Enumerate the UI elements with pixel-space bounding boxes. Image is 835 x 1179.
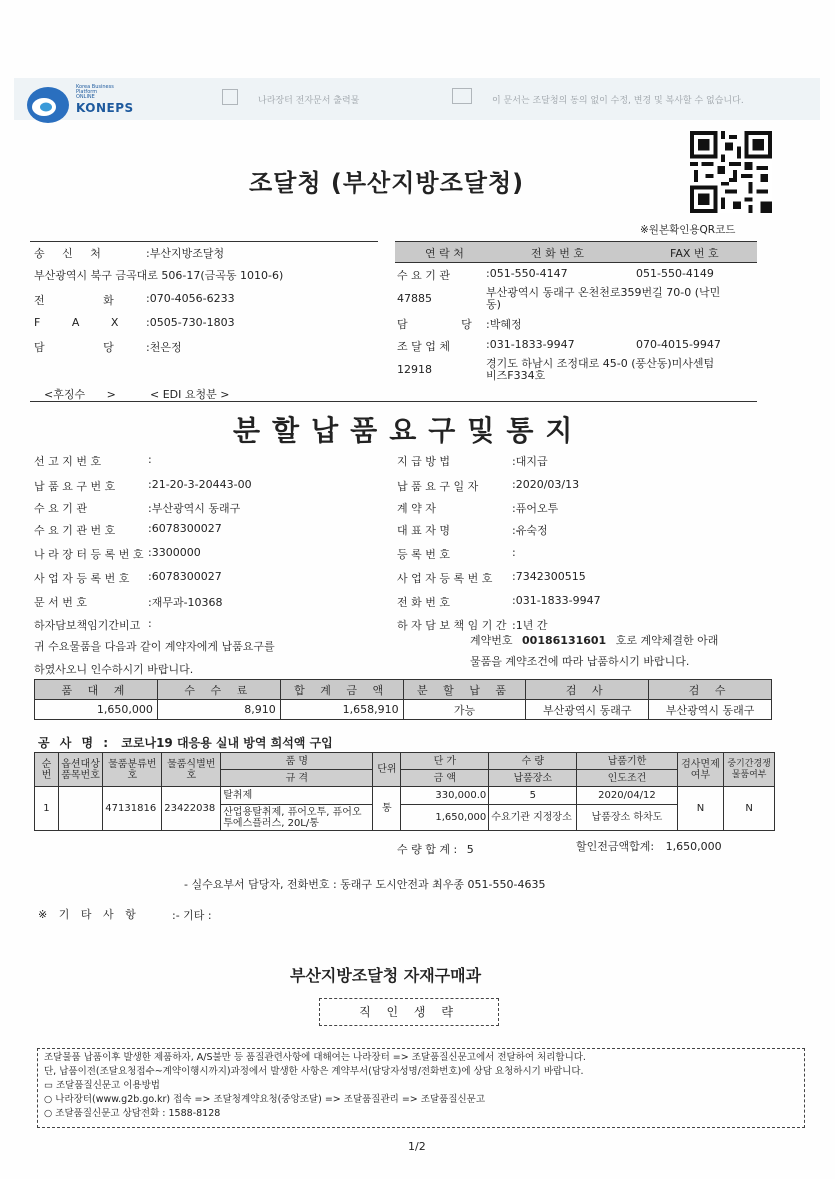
qty-total-value: 5 [466, 843, 474, 856]
tag-left: <후징수 > [44, 388, 116, 401]
summary-header: 분 할 납 품 [403, 680, 526, 700]
amount-total [576, 838, 722, 854]
summary-value: 1,658,910 [280, 700, 403, 720]
info-label: 수 요 기 관 [34, 502, 87, 515]
info-label: 나 라 장 터 등 록 번 호 [34, 548, 144, 561]
contract-number: 00186131601 [522, 634, 607, 647]
header-cond: 인도조건 [577, 770, 677, 787]
info-label: 수 요 기 관 번 호 [34, 524, 116, 537]
demand-phone: :051-550-4147 [486, 267, 568, 280]
project-line [38, 734, 333, 751]
info-label: 문 서 번 호 [34, 596, 87, 609]
summary-table [34, 679, 772, 720]
amount-total-value: 1,650,000 [665, 840, 722, 853]
printer-icon [452, 88, 472, 104]
supplier-label: 조 달 업 체 [397, 340, 450, 353]
document-icon [222, 89, 238, 105]
notice-line: 단, 납품이전(조달요청접수~계약이행시까지)과정에서 발생한 사항은 계약부서(담당자성명/전화번호)에 상담 요청하시기 바랍니다. [44, 1066, 584, 1077]
cell-price: 330,000.0 [401, 787, 489, 805]
message-left-2: 하였사오니 인수하시기 바랍니다. [34, 663, 194, 676]
sender-fax-label: F A X [34, 316, 119, 329]
sender-address: 부산광역시 북구 금곡대로 506-17(금곡동 1010-6) [34, 269, 284, 282]
header-option-code: 옵션대상품목번호 [58, 753, 103, 787]
sender-fax: :0505-730-1803 [146, 316, 235, 329]
cell-due: 2020/04/12 [577, 787, 677, 805]
cell-qty: 5 [489, 787, 577, 805]
cell-place: 수요기관 지정장소 [489, 805, 577, 831]
info-label: 등 록 번 호 [397, 548, 450, 561]
info-label: 납 품 요 구 번 호 [34, 480, 116, 493]
info-value: :7342300515 [512, 570, 586, 583]
cell-class-no: 47131816 [103, 787, 162, 831]
info-value: :재무과-10368 [148, 596, 223, 609]
info-label: 하 자 담 보 책 임 기 간 [397, 619, 507, 632]
info-value: : [148, 617, 152, 630]
header-amount: 금 액 [401, 770, 489, 787]
header-qty: 수 량 [489, 753, 577, 770]
header-price: 단 가 [401, 753, 489, 770]
info-label: 전 화 번 호 [397, 596, 450, 609]
project-label: 공 사 명 : [38, 736, 112, 750]
contact-note: - 실수요부서 담당자, 전화번호 : 동래구 도시안전과 최우종 051-550-4635 [184, 878, 546, 891]
supplier-fax: 070-4015-9947 [636, 338, 721, 351]
cell-amount: 1,650,000 [401, 805, 489, 831]
header-unit: 단위 [373, 753, 401, 787]
etc-value: :- 기타 : [172, 909, 212, 922]
project-name: 코로나19 대응용 실내 방역 희석액 구입 [121, 736, 333, 750]
header-inspect: 검사면제여부 [677, 753, 724, 787]
issuer: 부산지방조달청 자재구매과 [290, 966, 482, 985]
sender-manager: :천은정 [146, 341, 182, 354]
info-label: 하자담보책임기간비고 [34, 619, 141, 632]
notice-box [37, 1048, 805, 1128]
sender-phone-label: 전 화 [34, 294, 114, 307]
info-label: 사 업 자 등 록 번 호 [397, 572, 493, 585]
notice-line: ▭ 조달품질신문고 이용방법 [44, 1080, 160, 1091]
supplier-phone: :031-1833-9947 [486, 338, 575, 351]
message-right-2: 물품을 계약조건에 따라 납품하시기 바랍니다. [470, 655, 690, 668]
summary-value: 가능 [403, 700, 526, 720]
summary-value: 8,910 [157, 700, 280, 720]
summary-value: 1,650,000 [35, 700, 158, 720]
cell-name: 탈취제 [221, 787, 373, 805]
items-table [34, 752, 775, 831]
qty-total-label: 수 량 합 계 : [397, 843, 458, 856]
demand-address-2: 동) [486, 298, 501, 311]
banner-left-text: 나라장터 전자문서 출력물 [258, 96, 360, 106]
summary-value: 부산광역시 동래구 [649, 700, 772, 720]
contract-suffix: 호로 계약체결한 아래 [615, 634, 719, 647]
header-ident-no: 물품식별번호 [162, 753, 221, 787]
divider [30, 401, 757, 402]
info-value: : [148, 453, 152, 466]
cell-seq: 1 [35, 787, 59, 831]
summary-header: 수 수 료 [157, 680, 280, 700]
summary-header: 합 계 금 액 [280, 680, 403, 700]
qty-total [397, 841, 474, 857]
contact-table-header [395, 241, 757, 263]
supplier-address-2: 비즈F334호 [486, 369, 546, 382]
demand-zip: 47885 [397, 292, 432, 305]
tag-right: < EDI 요청분 > [150, 388, 230, 401]
message-right-1 [470, 632, 718, 648]
contact-col-3: FAX 번 호 [670, 247, 719, 260]
info-value: :1년 간 [512, 619, 548, 632]
notice-line: 조달물품 납품이후 발생한 제품하자, A/S불만 등 품질관련사항에 대해여는 나라장터 => 조달품질신문고에서 전달하여 처리합니다. [44, 1052, 586, 1063]
demand-address-1: 부산광역시 동래구 온천천로359번길 70-0 (낙민 [486, 286, 721, 299]
divider [30, 241, 378, 242]
amount-total-label: 할인전금액합계: [576, 840, 655, 853]
cell-compete: N [724, 787, 775, 831]
sender-manager-label: 담 당 [34, 341, 114, 354]
info-value: :6078300027 [148, 522, 222, 535]
demand-fax: 051-550-4149 [636, 267, 714, 280]
demand-label: 수 요 기 관 [397, 269, 450, 282]
cell-option-code [58, 787, 103, 831]
info-value: :031-1833-9947 [512, 594, 601, 607]
table-row [35, 787, 775, 805]
header-seq: 순번 [35, 753, 59, 787]
document-subtitle: 분할납품요구및통지 [233, 414, 585, 447]
summary-value: 부산광역시 동래구 [526, 700, 649, 720]
logo-subtitle: Korea Business Platform ONLINE [76, 84, 114, 100]
summary-header: 품 대 계 [35, 680, 158, 700]
sender-value: :부산지방조달청 [146, 247, 225, 260]
cell-inspect: N [677, 787, 724, 831]
demand-manager-label: 담 당 [397, 318, 472, 331]
info-value: :유숙정 [512, 524, 548, 537]
summary-header: 검 사 [526, 680, 649, 700]
header-class-no: 물품분류번호 [103, 753, 162, 787]
info-value: :대지급 [512, 455, 548, 468]
summary-value-row [35, 700, 772, 720]
contact-col-2: 전 화 번 호 [531, 247, 584, 260]
qr-code-icon [690, 131, 772, 213]
info-value: :부산광역시 동래구 [148, 502, 241, 515]
header-spec: 규 격 [221, 770, 373, 787]
info-label: 대 표 자 명 [397, 524, 450, 537]
supplier-zip: 12918 [397, 363, 432, 376]
header-compete: 중기간경쟁물품여부 [724, 753, 775, 787]
info-label: 지 급 방 법 [397, 455, 450, 468]
cell-spec: 산업용탈취제, 퓨어오투, 퓨어오투에스플러스, 20L/통 [221, 805, 373, 831]
info-label: 사 업 자 등 록 번 호 [34, 572, 130, 585]
sender-label: 송 신 처 [34, 247, 101, 260]
cell-ident-no: 23422038 [162, 787, 221, 831]
info-value: :21-20-3-20443-00 [148, 478, 252, 491]
sender-phone: :070-4056-6233 [146, 292, 235, 305]
koneps-logo-icon [26, 85, 72, 125]
info-value: : [512, 546, 516, 559]
seal-box: 직 인 생 략 [319, 998, 499, 1026]
header-place: 납품장소 [489, 770, 577, 787]
info-label: 납 품 요 구 일 자 [397, 480, 479, 493]
cell-unit: 통 [373, 787, 401, 831]
contact-col-1: 연 락 처 [425, 247, 464, 260]
notice-line: ○ 조달품질신문고 상담전화 : 1588-8128 [44, 1108, 221, 1119]
items-header-row-1 [35, 753, 775, 770]
cell-cond: 납품장소 하차도 [577, 805, 677, 831]
notice-line: ○ 나라장터(www.g2b.go.kr) 접속 => 조달청계약요청(중앙조달) => 조달품질관리 => 조달품질신문고 [44, 1094, 486, 1105]
page-number: 1/2 [408, 1140, 426, 1153]
contract-label: 계약번호 [470, 634, 513, 647]
demand-manager: :박혜정 [486, 318, 522, 331]
header-name: 품 명 [221, 753, 373, 770]
summary-header: 검 수 [649, 680, 772, 700]
supplier-address-1: 경기도 하남시 조정대로 45-0 (풍산동)미사센텀 [486, 357, 715, 370]
info-value: :퓨어오투 [512, 502, 559, 515]
info-label: 계 약 자 [397, 502, 436, 515]
info-value: :6078300027 [148, 570, 222, 583]
info-value: :3300000 [148, 546, 201, 559]
info-label: 선 고 지 번 호 [34, 455, 102, 468]
banner-right-text: 이 문서는 조달청의 동의 없이 수정, 변경 및 복사할 수 없습니다. [492, 96, 744, 106]
message-left-1: 귀 수요물품을 다음과 같이 계약자에게 납품요구를 [34, 640, 275, 653]
etc-label: ※ 기 타 사 항 [38, 908, 140, 921]
page-title: 조달청 (부산지방조달청) [249, 169, 525, 197]
header-due: 납품기한 [577, 753, 677, 770]
info-value: :2020/03/13 [512, 478, 580, 491]
qr-caption: ※원본확인용QR코드 [640, 224, 736, 236]
logo-text: KONEPS [76, 101, 134, 115]
summary-header-row [35, 680, 772, 700]
